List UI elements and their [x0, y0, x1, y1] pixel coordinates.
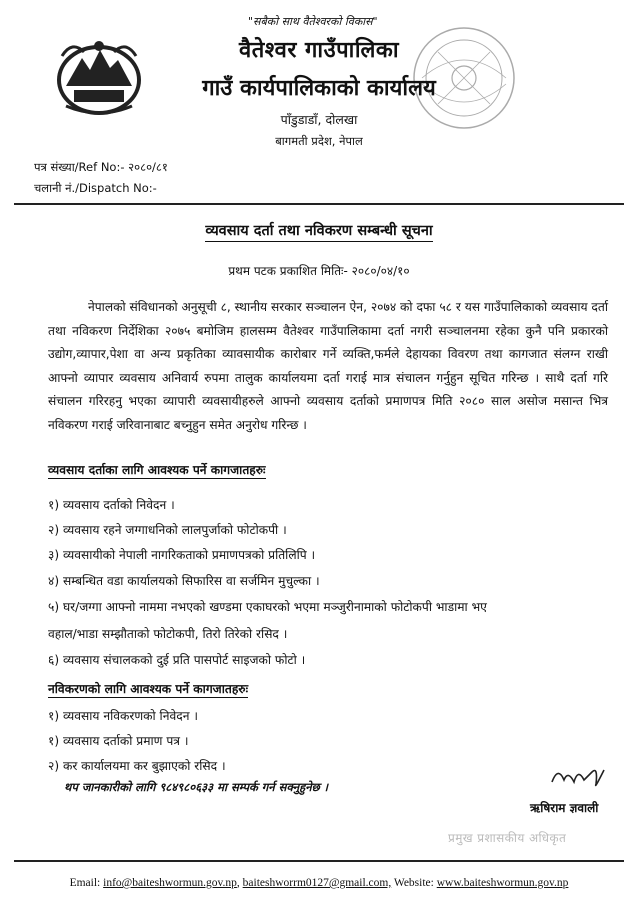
list-item: १) व्यवसाय दर्ताको निवेदन । [48, 498, 175, 512]
list-item: वहाल/भाडा सम्झौताको फोटोकपी, तिरो तिरेको रसिद । [48, 627, 288, 641]
list-item: ६) व्यवसाय संचालकको दुई प्रति पासपोर्ट साइजको फोटो । [48, 653, 306, 667]
list-item: १) व्यवसाय नविकरणको निवेदन । [48, 709, 198, 723]
motto: "सबैको साथ वैतेश्वरको विकास" [248, 15, 378, 28]
email-label: Email: [69, 877, 101, 889]
notice-body: नेपालको संविधानको अनुसूची ८, स्थानीय सरकार सञ्चालन ऐन, २०७४ को दफा ५८ र यस गाउँपालिकाको व्यवसाय दर्ता तथा नविकरण निर्देशिका २०७५ बमोजिम हालसम्म वैतेश्वर गाउँपालिकामा दर्ता नगरी सञ्चालनमा रहेका कुनै पनि प्रकारको उद्योग,व्यापार,पेशा वा अन्य प्रकृतिका व्यावसायीक कारोबार गर्ने व्यक्ति,फर्मले देहायका विवरण तथा कागजात संलग्न राखी आफ्नो व्यापार व्यवसाय अनिवार्य रुपमा तालुक कार्यालयमा दर्ता गराई मात्र संचालन गर्नुहुन सूचित गरिन्छ । साथै दर्ता गरि संचालन गरिरहनु भएका व्यापारी व्यवसायीहरुले आफ्नो व्यवसाय दर्ताको प्रमाणपत्र मिति २०८० साल असोज मसान्त भित्र नविकरण गराई जरिवानाबाट बच्नुहुन समेत अनुरोध गरिन्छ । [48, 300, 608, 432]
contact-note: थप जानकारीको लागि ९८४९८०६३३ मा सम्पर्क गर्न सक्नुहुनेछ । [64, 780, 329, 794]
registration-docs-heading: व्यवसाय दर्ताका लागि आवश्यक पर्ने कागजातहरुः [48, 463, 266, 477]
publication-date: प्रथम पटक प्रकाशित मितिः- २०८०/०४/१० [228, 264, 410, 278]
website-label: Website: [393, 877, 434, 889]
org-name: वैतेश्वर गाउँपालिका [238, 38, 400, 63]
dispatch-number: चलानी नं./Dispatch No:- [34, 181, 157, 195]
divider-bottom [14, 860, 624, 862]
notice-title [0, 220, 638, 240]
footer-contact [0, 877, 638, 889]
email-separator: , [236, 877, 240, 889]
list-item: ४) सम्बन्धित वडा कार्यालयको सिफारिस वा सर्जमिन मुचुल्का । [48, 574, 320, 588]
list-item: ३) व्यवसायीको नेपाली नागरिकताको प्रमाणपत्रको प्रतिलिपि । [48, 548, 316, 562]
website-link[interactable]: www.baiteshwormun.gov.np [436, 877, 569, 889]
signature-icon [548, 762, 610, 792]
address-line-1: पाँडुडाडाँ, दोलखा [280, 112, 358, 127]
signatory-name: ऋषिराम ज्ञवाली [530, 801, 599, 815]
email-link-2[interactable]: baiteshworrm0127@gmail.com, [242, 877, 392, 889]
reference-number: पत्र संख्या/Ref No:- २०८०/८१ [34, 160, 168, 174]
renewal-docs-heading: नविकरणको लागि आवश्यक पर्ने कागजातहरुः [48, 682, 249, 696]
list-item: १) व्यवसाय दर्ताको प्रमाण पत्र । [48, 734, 189, 748]
office-name: गाउँ कार्यपालिकाको कार्यालय [202, 76, 436, 101]
address-line-2: बागमती प्रदेश, नेपाल [275, 134, 363, 148]
list-item: ५) घर/जग्गा आफ्नो नाममा नभएको खण्डमा एकाघरको भएमा मञ्जुरीनामाको फोटोकपी भाडामा भए [48, 600, 487, 614]
email-link-1[interactable]: info@baiteshwormun.gov.np [103, 877, 237, 889]
list-item: २) व्यवसाय रहने जग्गाधनिको लालपुर्जाको फोटोकपी । [48, 523, 287, 537]
list-item: २) कर कार्यालयमा कर बुझाएको रसिद । [48, 759, 226, 773]
divider-top [14, 203, 624, 205]
signatory-title: प्रमुख प्रशासकीय अधिकृत [448, 831, 567, 845]
notice-title-text: व्यवसाय दर्ता तथा नविकरण सम्बन्धी सूचना [205, 223, 432, 242]
